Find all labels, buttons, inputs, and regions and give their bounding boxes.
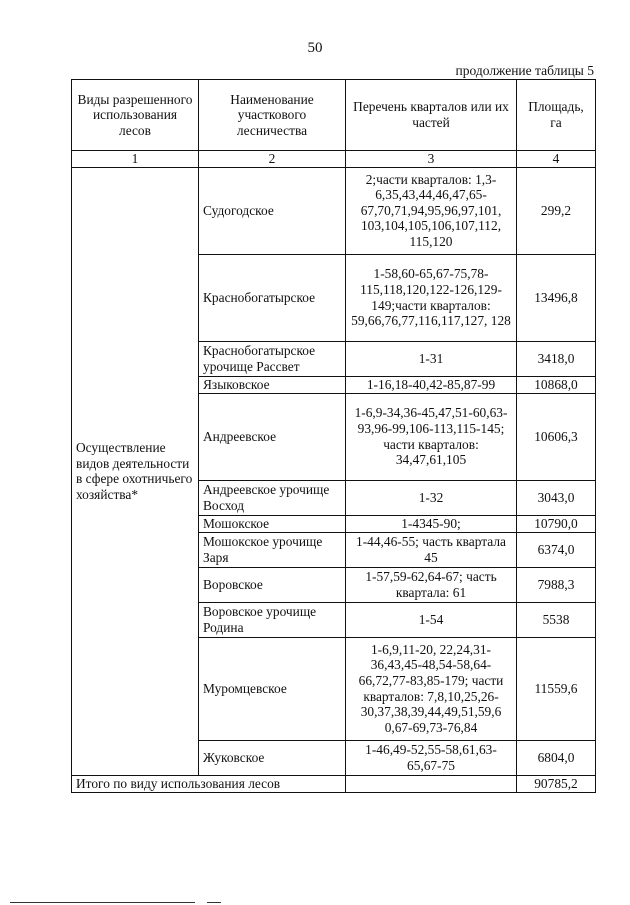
footnote-divider xyxy=(10,902,195,903)
quarters-list: 1-46,49-52,55-58,61,63-65,67-75 xyxy=(346,740,517,775)
district-name: Воровское xyxy=(199,567,346,602)
area-value: 5538 xyxy=(517,602,596,637)
quarters-list: 1-32 xyxy=(346,480,517,515)
area-value: 13496,8 xyxy=(517,254,596,341)
area-value: 10868,0 xyxy=(517,376,596,393)
total-quarters xyxy=(346,775,517,792)
column-number-row xyxy=(72,151,596,168)
quarters-list: 1-54 xyxy=(346,602,517,637)
use-type-cell: Осуществление видов деятельности в сфере охотничьего хозяйства* xyxy=(72,167,199,775)
quarters-list: 1-58,60-65,67-75,78-115,118,120,122-126,129-149;части кварталов: 59,66,76,77,116,117,127, 128 xyxy=(346,254,517,341)
footnote-divider xyxy=(207,902,221,903)
quarters-list: 1-31 xyxy=(346,341,517,376)
header-district-name: Наименование участкового лесничества xyxy=(199,80,346,151)
area-value: 11559,6 xyxy=(517,637,596,740)
quarters-list: 1-57,59-62,64-67; часть квартала: 61 xyxy=(346,567,517,602)
quarters-list: 1-44,46-55; часть квартала 45 xyxy=(346,532,517,567)
total-area: 90785,2 xyxy=(517,775,596,792)
quarters-list: 1-6,9,11-20, 22,24,31-36,43,45-48,54-58,64-66,72,77-83,85-179; части кварталов: 7,8,10,25,26-30,37,38,39,44,49,51,59,6 0,67-69,73-76,84 xyxy=(346,637,517,740)
forest-use-table xyxy=(71,79,596,793)
column-number: 2 xyxy=(199,151,346,168)
area-value: 3043,0 xyxy=(517,480,596,515)
district-name: Краснобогатырское урочище Рассвет xyxy=(199,341,346,376)
district-name: Воровское урочище Родина xyxy=(199,602,346,637)
district-name: Языковское xyxy=(199,376,346,393)
area-value: 7988,3 xyxy=(517,567,596,602)
quarters-list: 1-4345-90; xyxy=(346,515,517,532)
table-continuation-label: продолжение таблицы 5 xyxy=(455,63,594,78)
district-name: Муромцевское xyxy=(199,637,346,740)
area-value: 299,2 xyxy=(517,167,596,254)
district-name: Мошокское урочище Заря xyxy=(199,532,346,567)
page-number: 50 xyxy=(307,40,323,56)
header-use-type: Виды разрешенного использования лесов xyxy=(72,80,199,151)
header-row xyxy=(72,80,596,151)
total-row xyxy=(72,775,596,792)
district-name: Мошокское xyxy=(199,515,346,532)
district-name: Андреевское урочище Восход xyxy=(199,480,346,515)
district-name: Судогодское xyxy=(199,167,346,254)
table-row xyxy=(72,167,596,254)
area-value: 10606,3 xyxy=(517,393,596,480)
column-number: 4 xyxy=(517,151,596,168)
district-name: Краснобогатырское xyxy=(199,254,346,341)
quarters-list: 1-6,9-34,36-45,47,51-60,63-93,96-99,106-113,115-145; части кварталов: 34,47,61,105 xyxy=(346,393,517,480)
quarters-list: 2;части кварталов: 1,3-6,35,43,44,46,47,65-67,70,71,94,95,96,97,101, 103,104,105,106,107,112, 115,120 xyxy=(346,167,517,254)
header-area: Площадь, га xyxy=(517,80,596,151)
area-value: 3418,0 xyxy=(517,341,596,376)
column-number: 3 xyxy=(346,151,517,168)
area-value: 6804,0 xyxy=(517,740,596,775)
total-label: Итого по виду использования лесов xyxy=(72,775,346,792)
area-value: 6374,0 xyxy=(517,532,596,567)
column-number: 1 xyxy=(72,151,199,168)
district-name: Жуковское xyxy=(199,740,346,775)
header-quarters: Перечень кварталов или их частей xyxy=(346,80,517,151)
district-name: Андреевское xyxy=(199,393,346,480)
area-value: 10790,0 xyxy=(517,515,596,532)
quarters-list: 1-16,18-40,42-85,87-99 xyxy=(346,376,517,393)
